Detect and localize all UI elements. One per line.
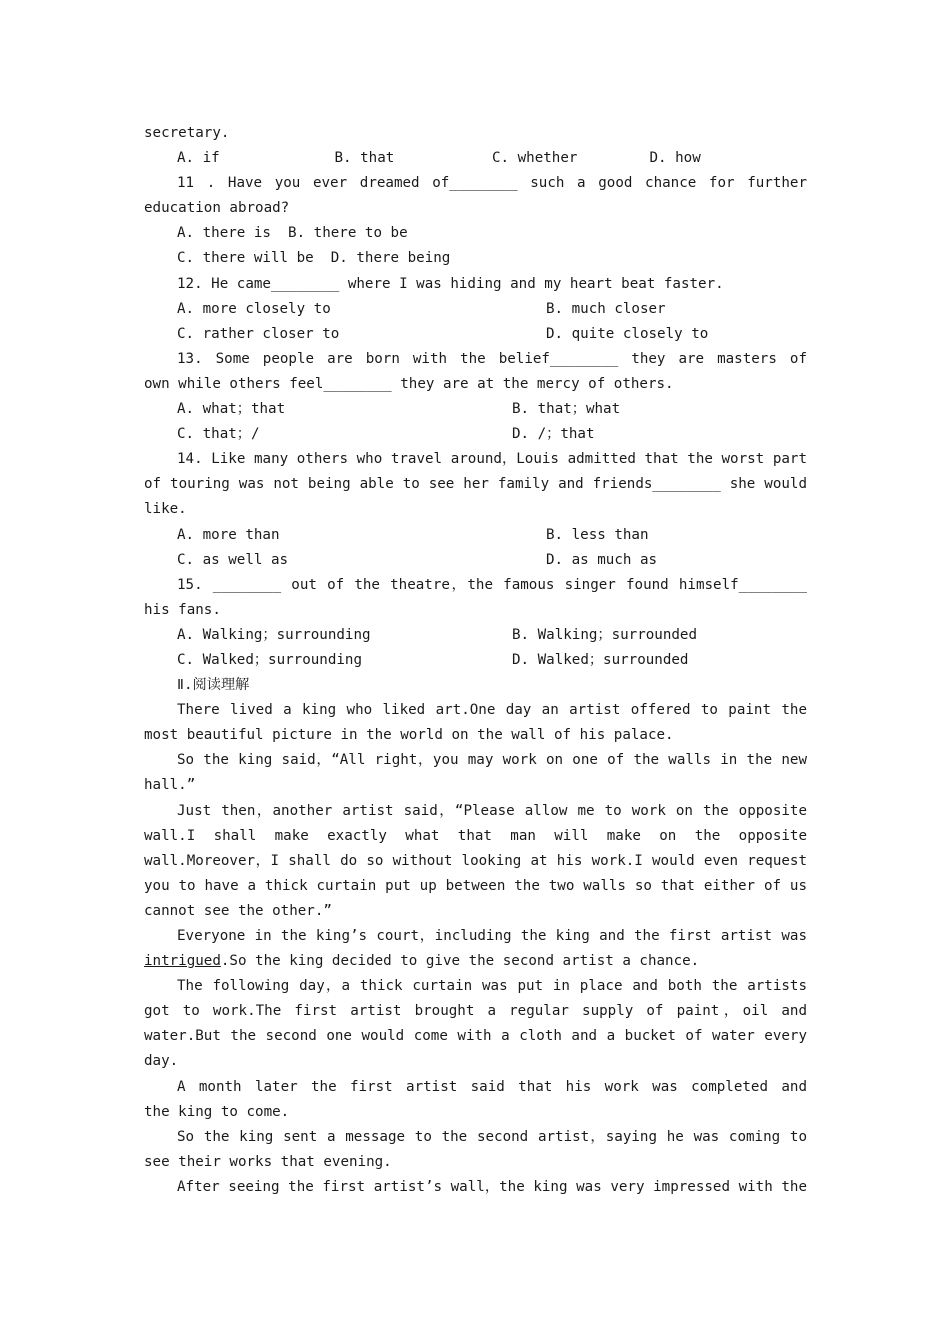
paragraph-line: Everyone in the king’s court，including the king and the first artist was: [177, 928, 807, 944]
paragraph-line: water.But the second one would come with a cloth and a bucket of water every: [144, 1028, 807, 1045]
q15-stem-cont: his fans.: [144, 601, 221, 618]
q11-stem: 11 . Have you ever dreamed of________ such a good chance for further: [177, 175, 807, 192]
text-line: secretary.: [144, 125, 230, 141]
paragraph-line: day.: [144, 1053, 179, 1070]
option-c: C. whether: [492, 150, 578, 167]
paragraph-line: So the king sent a message to the second artist，saying he was coming to: [177, 1128, 807, 1145]
paragraph-line: most beautiful picture in the world on the wall of his palace.: [144, 727, 674, 744]
paragraph-line: [144, 949, 807, 974]
option-c: C. as well as: [177, 551, 289, 568]
option-d: D. as much as: [546, 551, 658, 568]
paragraph-line: A month later the first artist said that his work was completed and: [177, 1078, 807, 1095]
paragraph-line: got to work.The first artist brought a regular supply of paint，oil and: [144, 1003, 807, 1020]
option-a: A. what；that: [177, 401, 286, 418]
option-a: A. more than: [177, 526, 280, 543]
q12-options-1: [144, 297, 807, 322]
section-heading: Ⅱ.阅读理解: [177, 677, 250, 694]
paragraph-line: So the king said，“All right，you may work on one of the walls in the new: [177, 752, 807, 769]
option-a: A. Walking；surrounding: [177, 626, 371, 643]
paragraph-line: wall.Moreover，I shall do so without looking at his work.I would even request: [144, 852, 807, 869]
q13-options-2: [144, 422, 807, 447]
option-d: D. /；that: [512, 426, 595, 443]
option-b: B. much closer: [546, 300, 666, 317]
option-b: B. less than: [546, 526, 649, 543]
option-b: B. that: [334, 150, 395, 167]
q14-stem: 14. Like many others who travel around，Louis admitted that the worst part: [177, 451, 807, 468]
q13-stem: 13. Some people are born with the belief________ they are masters of: [177, 350, 807, 367]
q15-options-2: [144, 648, 807, 673]
q15-stem: 15. ________ out of the theatre，the famous singer found himself________: [177, 576, 807, 593]
q13-options-1: [144, 397, 807, 422]
paragraph-text: .So the king decided to give the second artist a chance.: [220, 953, 700, 970]
q11-options-1: A. there is B. there to be: [177, 225, 408, 242]
underlined-word: intrigued: [144, 953, 221, 970]
paragraph-line: cannot see the other.”: [144, 902, 332, 919]
q12-stem: 12. He came________ where I was hiding and my heart beat faster.: [177, 275, 724, 292]
q14-options-2: [144, 548, 807, 573]
document-page: [144, 121, 807, 1200]
q12-options-2: [144, 322, 807, 347]
paragraph-line: After seeing the first artist’s wall，the king was very impressed with the: [177, 1178, 807, 1195]
q15-options-1: [144, 623, 807, 648]
q14-stem-end: like.: [144, 501, 187, 518]
paragraph-line: the king to come.: [144, 1103, 290, 1120]
paragraph-line: There lived a king who liked art.One day an artist offered to paint the: [177, 702, 807, 719]
q13-stem-cont: own while others feel________ they are at the mercy of others.: [144, 375, 674, 392]
paragraph-line: see their works that evening.: [144, 1153, 392, 1170]
option-d: D. quite closely to: [546, 325, 709, 342]
q14-options-1: [144, 523, 807, 548]
option-d: D. Walked；surrounded: [512, 651, 689, 668]
paragraph-line: wall.I shall make exactly what that man will make on the opposite: [144, 827, 807, 844]
q11-options-2: C. there will be D. there being: [177, 250, 451, 267]
option-a: A. more closely to: [177, 300, 331, 317]
option-c: C. rather closer to: [177, 325, 340, 342]
paragraph-line: you to have a thick curtain put up between the two walls so that either of us: [144, 877, 807, 894]
paragraph-line: hall.”: [144, 777, 196, 794]
option-c: C. that；/: [177, 426, 260, 443]
option-d: D. how: [649, 150, 701, 167]
option-c: C. Walked；surrounding: [177, 651, 363, 668]
q10-options: [144, 146, 807, 171]
paragraph-line: Just then，another artist said，“Please allow me to work on the opposite: [177, 802, 807, 819]
option-a: A. if: [177, 150, 220, 167]
option-b: B. Walking；surrounded: [512, 626, 698, 643]
q14-stem-cont: of touring was not being able to see her family and friends________ she would: [144, 476, 807, 493]
q11-stem-cont: education abroad?: [144, 200, 290, 217]
paragraph-line: The following day，a thick curtain was put in place and both the artists: [177, 978, 807, 995]
option-b: B. that；what: [512, 401, 621, 418]
